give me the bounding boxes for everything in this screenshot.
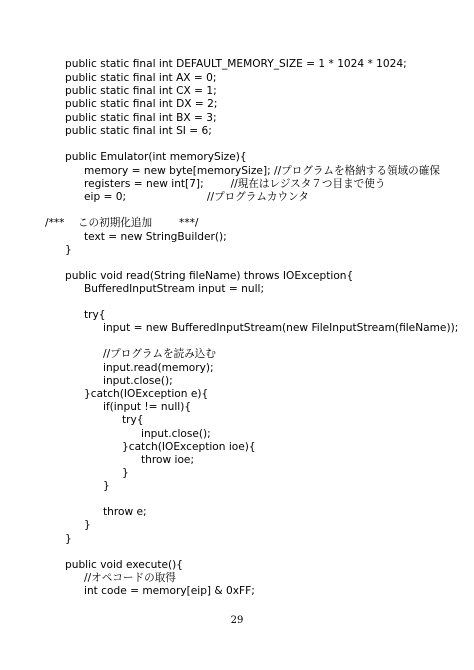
code-line: public static final int DEFAULT_MEMORY_SIZE = 1 * 1024 * 1024; [65, 58, 407, 70]
code-line: public static final int AX = 0; [65, 72, 217, 84]
comment-line: //プログラムを読み込む [103, 348, 216, 360]
code-line: } [122, 467, 129, 479]
code-line: } [65, 244, 72, 256]
code-line: public void execute(){ [65, 559, 184, 571]
comment-line: //オペコードの取得 [84, 572, 176, 584]
code-line: throw e; [103, 506, 147, 518]
code-line: public static final int DX = 2; [65, 98, 218, 110]
code-line: if(input != null){ [103, 401, 192, 413]
code-line: } [65, 533, 72, 545]
code-line: input = new BufferedInputStream(new FileInputStream(fileName)); [103, 322, 459, 334]
code-line: input.close(); [141, 428, 211, 440]
code-line: text = new StringBuilder(); [84, 231, 227, 243]
code-line: try{ [122, 414, 144, 426]
comment-line: /*** この初期化追加 ***/ [45, 217, 199, 229]
code-line: memory = new byte[memorySize]; //プログラムを格納する領域の確保 [84, 165, 440, 177]
code-line: input.read(memory); [103, 362, 214, 374]
code-line: throw ioe; [141, 454, 195, 466]
code-line: public void read(String fileName) throws IOException{ [65, 270, 354, 282]
code-line: } [103, 480, 110, 492]
code-line: } [84, 519, 91, 531]
code-line: eip = 0; //プログラムカウンタ [84, 191, 309, 203]
page-number: 29 [230, 615, 244, 626]
code-line: try{ [84, 309, 106, 321]
code-line: public static final int BX = 3; [65, 112, 217, 124]
code-line: }catch(IOException e){ [84, 388, 209, 400]
code-line: input.close(); [103, 375, 173, 387]
code-line: public Emulator(int memorySize){ [65, 151, 247, 163]
code-line: }catch(IOException ioe){ [122, 441, 256, 453]
code-line: registers = new int[7]; //現在はレジスタ７つ目まで使う [84, 178, 386, 190]
code-line: public static final int SI = 6; [65, 125, 212, 137]
code-line: int code = memory[eip] & 0xFF; [84, 585, 255, 597]
code-line: BufferedInputStream input = null; [84, 283, 265, 295]
code-line: public static final int CX = 1; [65, 85, 217, 97]
